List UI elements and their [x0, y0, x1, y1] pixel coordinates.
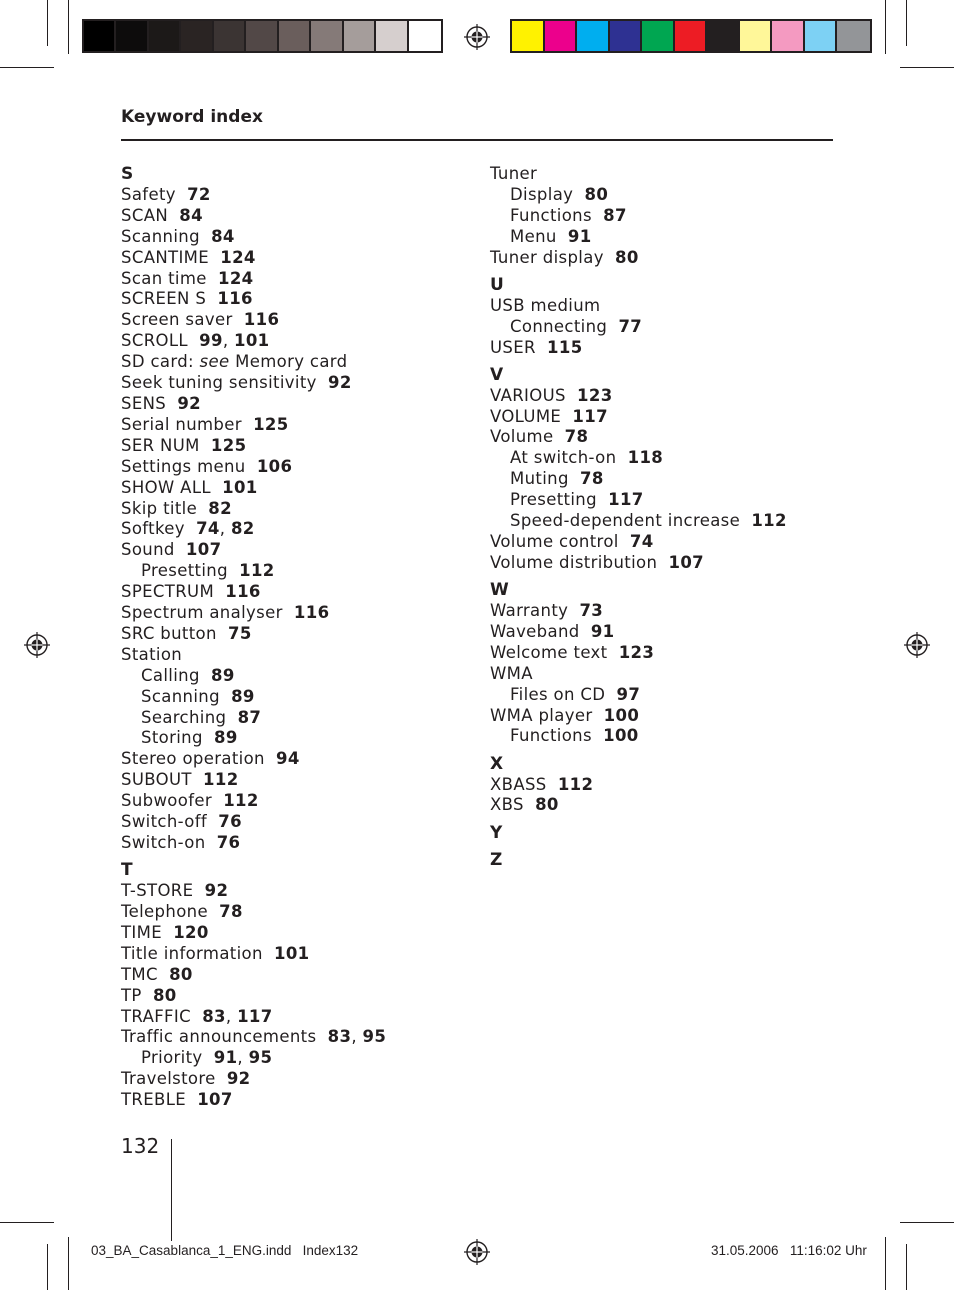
index-letter-heading: S	[121, 164, 134, 184]
index-term: Storing	[141, 728, 203, 748]
crop-mark	[885, 1237, 886, 1290]
index-term: Files on CD	[510, 684, 606, 704]
index-term: Softkey	[121, 519, 185, 539]
index-entry	[121, 415, 386, 436]
color-swatch	[707, 21, 740, 51]
index-entry	[490, 601, 787, 622]
page-reference: 80	[535, 795, 559, 815]
color-swatch	[311, 21, 343, 51]
index-subentry	[490, 490, 787, 511]
crop-mark	[47, 1244, 48, 1290]
index-entry	[121, 352, 386, 373]
index-entry: Traffic announcements 83, 95	[121, 1027, 387, 1047]
page-reference: 92	[204, 881, 229, 901]
page-reference: 94	[276, 749, 300, 769]
index-letter-heading: T	[121, 860, 133, 881]
page-reference: 80	[615, 247, 639, 267]
page-reference: 117	[608, 490, 644, 510]
index-column-right	[490, 164, 787, 871]
index-entry	[121, 394, 386, 415]
index-subentry	[490, 469, 787, 490]
color-swatch	[149, 21, 181, 51]
registration-mark-icon	[904, 632, 930, 658]
color-swatch	[805, 21, 838, 51]
page-reference: 107	[185, 540, 222, 560]
header-rule	[121, 139, 833, 141]
index-subentry	[490, 185, 787, 206]
page-reference: 78	[579, 469, 604, 489]
index-term: SCREEN S	[121, 289, 207, 309]
index-entry	[121, 436, 386, 457]
color-swatch	[740, 21, 773, 51]
page-reference: 107	[668, 552, 704, 572]
color-swatch	[837, 21, 870, 51]
index-term: Functions	[510, 205, 592, 225]
index-entry	[121, 603, 386, 624]
page-reference: 120	[173, 922, 209, 942]
page-reference: 101	[234, 331, 270, 351]
page-reference: 80	[152, 985, 177, 1005]
index-entry	[121, 923, 386, 944]
page-reference: 124	[220, 247, 256, 267]
index-subentry	[490, 726, 787, 747]
index-term: Title information	[121, 943, 263, 963]
index-subentry	[490, 685, 787, 706]
page-reference: 77	[618, 316, 643, 336]
page-title: Keyword index	[121, 107, 263, 127]
index-term: Telephone	[121, 902, 208, 922]
index-term: SCANTIME	[121, 247, 210, 267]
index-term: Searching	[141, 707, 227, 727]
index-entry	[490, 553, 787, 574]
index-term: Menu	[510, 226, 557, 246]
index-subentry	[490, 227, 787, 248]
index-term: USER	[490, 337, 536, 357]
index-subentry	[490, 206, 787, 227]
page-reference: 74	[629, 532, 654, 551]
index-term: Presetting	[141, 561, 228, 581]
page-reference: 100	[603, 705, 640, 725]
page-reference: 76	[218, 812, 242, 832]
page-reference: 107	[197, 1090, 233, 1110]
page-reference: 116	[225, 582, 261, 602]
index-term: USB medium	[490, 295, 601, 315]
index-letter-heading: Z	[490, 849, 503, 870]
index-term: XBASS	[490, 774, 547, 794]
index-entry: Softkey 74, 82	[121, 519, 255, 539]
page-reference: 82	[230, 519, 255, 539]
index-term: Tuner display	[490, 247, 604, 267]
page-reference: 95	[248, 1048, 273, 1068]
index-term: Functions	[510, 726, 592, 746]
index-term: WMA player	[490, 705, 593, 725]
page-reference: 91	[567, 226, 592, 246]
index-term: SER NUM	[121, 435, 200, 455]
index-term: VARIOUS	[490, 385, 566, 405]
index-entry	[121, 1069, 386, 1090]
page-reference: 124	[218, 268, 254, 288]
page-reference: 87	[603, 205, 627, 225]
page-reference: 89	[214, 728, 238, 748]
page-reference: 100	[603, 726, 639, 746]
print-slug-file: 03_BA_Casablanca_1_ENG.indd Index132	[91, 1243, 359, 1258]
index-term: T-STORE	[121, 881, 194, 901]
index-term: Welcome text	[490, 642, 608, 662]
index-term: Sound	[121, 540, 175, 560]
index-entry	[490, 407, 787, 428]
index-term: Warranty	[490, 601, 569, 621]
index-entry	[121, 227, 386, 248]
page-number-rule	[171, 1139, 172, 1241]
index-subentry	[121, 728, 386, 749]
index-subentry	[121, 666, 386, 687]
page-reference: 84	[179, 205, 203, 225]
crop-mark	[68, 0, 69, 54]
color-swatch	[642, 21, 675, 51]
crop-mark	[0, 1222, 54, 1223]
index-term: SCROLL	[121, 331, 188, 351]
index-entry	[121, 645, 386, 666]
page-reference: 84	[211, 226, 235, 246]
page-reference: 73	[579, 601, 604, 621]
index-term: Safety	[121, 184, 176, 204]
page-reference: 95	[362, 1027, 387, 1047]
page-reference: 101	[274, 943, 310, 963]
index-column-left	[121, 164, 386, 1111]
index-entry	[490, 338, 787, 359]
page-reference: 116	[217, 289, 253, 309]
index-term: Travelstore	[121, 1069, 216, 1089]
index-subentry: Priority 91, 95	[141, 1048, 273, 1068]
index-entry	[121, 289, 386, 310]
index-entry	[121, 248, 386, 269]
index-subentry	[490, 448, 787, 469]
index-entry	[121, 881, 386, 902]
page-reference: 99	[199, 331, 223, 351]
page-reference: 101	[222, 477, 258, 497]
index-term: Stereo operation	[121, 749, 265, 769]
index-letter-heading: Y	[490, 822, 503, 843]
crop-mark	[906, 1244, 907, 1290]
color-swatch	[279, 21, 311, 51]
page-reference: 80	[584, 184, 609, 204]
index-entry	[121, 457, 386, 478]
index-entry	[490, 622, 787, 643]
index-subentry	[490, 317, 787, 338]
index-term: Serial number	[121, 414, 242, 434]
index-entry	[121, 185, 386, 206]
page-reference: 91	[590, 621, 615, 641]
index-term: Scanning	[121, 226, 200, 246]
index-term: Switch-on	[121, 833, 206, 852]
page-number: 132	[121, 1134, 160, 1158]
index-term: Subwoofer	[121, 791, 212, 811]
page-reference: 97	[616, 684, 641, 704]
index-entry	[121, 791, 386, 812]
index-term: Muting	[510, 469, 569, 489]
page-reference: 117	[237, 1006, 273, 1026]
index-term: SHOW ALL	[121, 477, 211, 497]
index-entry	[490, 775, 787, 796]
registration-mark-icon	[464, 24, 490, 50]
index-entry	[121, 1090, 386, 1111]
index-subentry	[121, 561, 386, 582]
page-reference: 80	[169, 964, 193, 984]
page-reference: 106	[256, 456, 293, 476]
page-reference: 74	[196, 519, 220, 539]
color-swatch	[675, 21, 708, 51]
page-reference: 91	[213, 1048, 238, 1068]
index-entry	[121, 944, 386, 965]
registration-mark-icon	[24, 632, 50, 658]
color-swatch	[181, 21, 213, 51]
index-entry	[121, 770, 386, 791]
index-entry	[121, 833, 386, 854]
index-entry	[490, 296, 787, 317]
page-reference: 89	[231, 686, 255, 706]
index-subentry	[121, 708, 386, 729]
page-reference: 112	[223, 791, 259, 811]
page-reference: 123	[618, 642, 655, 662]
index-term: SRC button	[121, 623, 217, 643]
index-entry	[121, 965, 386, 986]
index-term: TMC	[121, 964, 158, 984]
index-term: Display	[510, 184, 574, 204]
index-entry: SCROLL 99, 101	[121, 331, 270, 351]
index-term: VOLUME	[490, 406, 562, 426]
index-entry	[490, 386, 787, 407]
crop-mark	[906, 0, 907, 46]
page-reference: 92	[328, 373, 352, 393]
page-reference: 87	[237, 707, 262, 727]
crop-mark	[900, 1222, 954, 1223]
index-entry	[490, 795, 787, 816]
index-entry	[490, 643, 787, 664]
index-entry	[490, 164, 787, 185]
page-reference: 112	[239, 561, 275, 581]
index-entry	[121, 812, 386, 833]
index-entry	[121, 478, 386, 499]
index-term: Seek tuning sensitivity	[121, 373, 317, 393]
page-reference: 78	[564, 427, 589, 447]
index-entry	[121, 582, 386, 603]
color-swatch	[116, 21, 148, 51]
page-reference: 75	[228, 623, 252, 643]
index-term: SPECTRUM	[121, 582, 215, 602]
index-entry	[121, 499, 386, 520]
index-entry	[121, 310, 386, 331]
crop-mark	[0, 67, 54, 68]
index-term: Presetting	[510, 490, 597, 510]
index-subentry	[121, 687, 386, 708]
color-swatch	[577, 21, 610, 51]
page-reference: 118	[627, 448, 664, 468]
page-reference: 112	[203, 770, 239, 790]
index-letter-heading: V	[490, 364, 504, 385]
process-color-bar	[510, 19, 872, 53]
index-entry	[490, 532, 787, 553]
index-term: Station	[121, 644, 183, 664]
page-reference: 112	[557, 774, 594, 794]
index-term: Waveband	[490, 621, 580, 641]
registration-mark-icon	[464, 1239, 490, 1265]
page-reference: 92	[177, 393, 201, 413]
index-letter-heading: U	[490, 274, 505, 295]
index-entry	[121, 624, 386, 645]
index-entry	[490, 427, 787, 448]
index-term: SUBOUT	[121, 770, 192, 790]
page-reference: 82	[208, 498, 232, 518]
color-swatch	[512, 21, 545, 51]
index-term: TIME	[121, 922, 163, 942]
index-entry: TRAFFIC 83, 117	[121, 1006, 273, 1026]
color-swatch	[545, 21, 578, 51]
print-slug-date: 31.05.2006 11:16:02 Uhr	[711, 1243, 867, 1258]
index-term: Volume control	[490, 532, 619, 551]
page-reference: 123	[577, 385, 613, 405]
index-term: SENS	[121, 393, 167, 413]
crop-mark	[900, 67, 954, 68]
crop-mark	[47, 0, 48, 46]
see-reference-label: see	[199, 352, 230, 372]
color-swatch	[772, 21, 805, 51]
index-term: TREBLE	[121, 1090, 187, 1110]
index-entry	[121, 986, 386, 1007]
index-term: Priority	[141, 1048, 203, 1068]
index-term: Skip title	[121, 498, 198, 518]
page-reference: 92	[226, 1069, 251, 1089]
page-reference: 72	[187, 184, 211, 204]
page-reference: 125	[253, 414, 289, 434]
index-entry	[490, 706, 787, 727]
index-term: Speed-dependent increase	[510, 511, 741, 531]
grayscale-color-bar	[82, 19, 443, 53]
index-term: Switch-off	[121, 812, 208, 832]
index-term: Traffic announcements	[121, 1027, 317, 1047]
index-term: Volume	[490, 427, 554, 447]
page-reference: 115	[547, 337, 583, 357]
see-reference-target: Memory card	[235, 352, 348, 372]
index-entry	[121, 902, 386, 923]
color-swatch	[610, 21, 643, 51]
index-letter-heading: X	[490, 753, 504, 774]
index-entry	[121, 373, 386, 394]
index-entry	[121, 749, 386, 770]
page-reference: 117	[572, 406, 608, 426]
index-term: TRAFFIC	[121, 1006, 191, 1026]
page-reference: 125	[210, 435, 247, 455]
index-term: SD card:	[121, 352, 194, 372]
index-term: Screen saver	[121, 310, 233, 330]
page-reference: 116	[243, 310, 280, 330]
index-term: TP	[121, 985, 142, 1005]
color-swatch	[84, 21, 116, 51]
index-entry	[490, 248, 787, 269]
crop-mark	[68, 1237, 69, 1290]
crop-mark	[885, 0, 886, 54]
index-term: Scan time	[121, 268, 207, 288]
page-reference: 89	[210, 665, 235, 685]
page-reference: 76	[216, 833, 241, 852]
index-term: XBS	[490, 795, 524, 815]
index-term: Tuner	[490, 164, 538, 183]
page-reference: 83	[327, 1027, 352, 1047]
index-term: SCAN	[121, 205, 169, 225]
index-term: Connecting	[510, 316, 608, 336]
index-term: Settings menu	[121, 456, 246, 476]
page-reference: 116	[293, 603, 330, 623]
color-swatch	[214, 21, 246, 51]
index-entry	[121, 206, 386, 227]
index-term: Calling	[141, 665, 200, 685]
index-entry	[121, 269, 386, 290]
color-swatch	[409, 21, 441, 51]
index-term: Scanning	[141, 686, 220, 706]
color-swatch	[376, 21, 408, 51]
index-letter-heading: W	[490, 580, 510, 601]
index-term: At switch-on	[510, 448, 617, 468]
page-reference: 83	[202, 1006, 226, 1026]
index-entry	[121, 540, 386, 561]
index-subentry	[490, 511, 787, 532]
page-reference: 78	[219, 902, 243, 922]
color-swatch	[246, 21, 278, 51]
page-reference: 112	[751, 511, 787, 531]
index-term: Spectrum analyser	[121, 603, 283, 623]
index-entry	[490, 664, 787, 685]
index-term: WMA	[490, 663, 533, 683]
color-swatch	[344, 21, 376, 51]
index-term: Volume distribution	[490, 552, 658, 572]
